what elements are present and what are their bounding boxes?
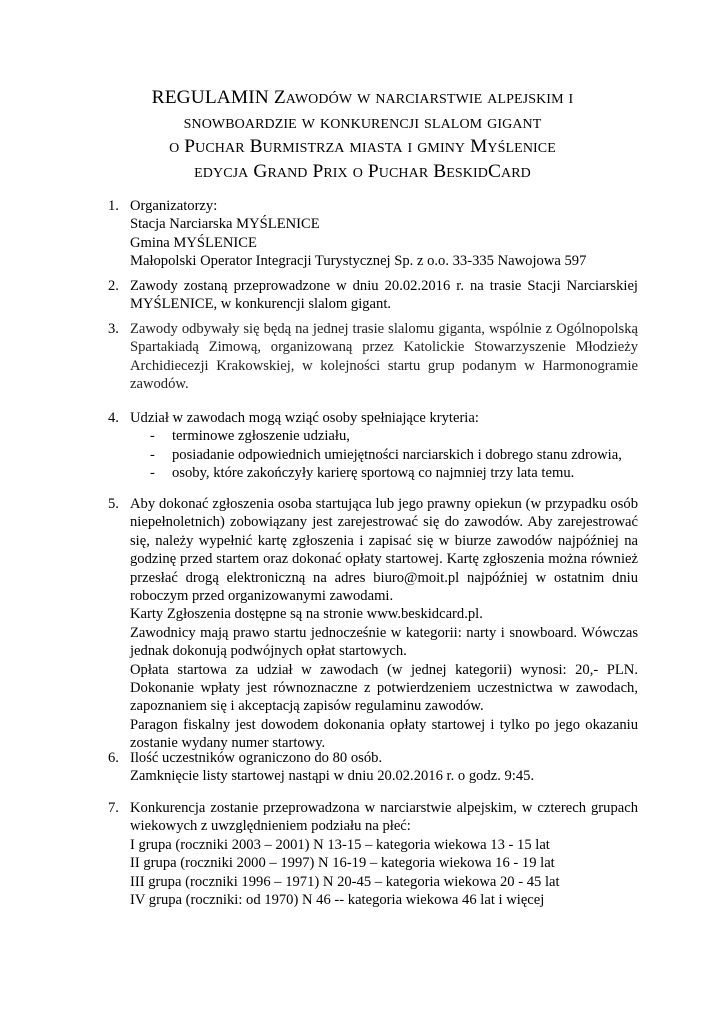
section-number: 3. [108,321,119,337]
section-4 [108,409,638,483]
section-intro: Konkurencja zostanie przeprowadzona w narciarstwie alpejskim, w czterech grupach wiekowych z uwzględnieniem podziału na płeć: [130,800,638,835]
list-item-text: osoby, które zakończyły karierę sportową co najmniej trzy lata temu. [172,465,575,482]
section-number: 2. [108,278,119,294]
section-5 [108,495,638,753]
section-number: 6. [108,750,119,766]
section-number: 7. [108,800,119,816]
list-item-text: posiadanie odpowiednich umiejętności narciarskich i dobrego stanu zdrowia, [172,446,622,463]
age-group: III grupa (roczniki 1996 – 1971) N 20-45 – kategoria wiekowa 20 - 45 lat [130,873,560,890]
registration-forms-note: Karty Zgłoszenia dostępne są na stronie www.beskidcard.pl. [130,606,483,623]
section-text: Zawody odbywały się będą na jednej trasie slalomu giganta, wspólnie z Ogólnopolską Spartakiadą Zimową, organizowaną przez Katolickie Stowarzyszenie Młodzieży Archidiecezji Krakowskiej, w kolejności startu grup podanym w Harmonogramie zawodów. [130,321,638,393]
organizer-line: Stacja Narciarska MYŚLENICE [130,216,320,233]
organizer-line: Gmina MYŚLENICE [130,234,257,251]
section-6 [108,749,638,786]
section-3 [108,320,638,394]
section-number: 1. [108,198,119,214]
title-line-4: edycja Grand Prix o Puchar BeskidCard [194,160,531,182]
section-intro: Udział w zawodach mogą wziąć osoby spełniające kryteria: [130,410,479,426]
age-group: II grupa (roczniki 2000 – 1997) N 16-19 – kategoria wiekowa 16 - 19 lat [130,855,555,872]
title-line-3: o Puchar Burmistrza miasta i gminy Myślenice [169,136,556,157]
participant-limit: Ilość uczestników ograniczono do 80 osób. [130,750,383,766]
dual-category-note: Zawodnicy mają prawo startu jednocześnie w kategorii: narty i snowboard. Wówczas jednak dokonują podwójnych opłat startowych. [130,624,638,660]
fee-paragraph: Opłata startowa za udział w zawodach (w jednej kategorii) wynosi: 20,- PLN. Dokonanie wpłaty jest równoznaczne z potwierdzeniem uczestnictwa w zawodach, zapoznaniem się i akceptacją zapisów regulaminu zawodów. [130,661,638,715]
title-line-2: snowboardzie w konkurencji slalom gigant [183,111,542,133]
document-title [60,86,665,184]
section-1 [108,197,638,271]
organizer-line: Małopolski Operator Integracji Turystycznej Sp. z o.o. 33-335 Nawojowa 597 [130,253,587,270]
section-number: 5. [108,496,119,512]
list-item [130,464,638,482]
dash-bullet: - [150,428,155,445]
section-number: 4. [108,410,119,426]
section-text: Zawody zostaną przeprowadzone w dniu 20.02.2016 r. na trasie Stacji Narciarskiej MYŚLENICE, w konkurencji slalom gigant. [130,278,638,313]
section-7 [108,799,638,909]
receipt-paragraph: Paragon fiskalny jest dowodem dokonania opłaty startowej i tylko po jego okazaniu zostanie wydany numer startowy. [130,716,638,752]
age-group: I grupa (roczniki 2003 – 2001) N 13-15 – kategoria wiekowa 13 - 15 lat [130,836,550,853]
registration-paragraph: Aby dokonać zgłoszenia osoba startująca lub jego prawny opiekun (w przypadku osób niepełnoletnich) zobowiązany jest zarejestrować się do zawodów. Aby zarejestrować się, należy wypełnić kartę zgłoszenia i zapisać się w biurze zawodów najpóźniej na godzinę przed startem oraz dokonać opłaty startowej. Kartę zgłoszenia można również przesłać drogą elektroniczną na adres biuro@moit.pl najpóźniej w ostatnim dniu roboczym przed organizowanymi zawodami. [130,496,638,605]
section-heading: Organizatorzy: [130,198,218,214]
dash-bullet: - [150,465,155,482]
title-line-1: REGULAMIN Zawodów w narciarstwie alpejskim i [151,87,574,108]
start-list-closing: Zamknięcie listy startowej nastąpi w dniu 20.02.2016 r. o godz. 9:45. [130,768,535,785]
list-item [130,427,638,445]
section-2 [108,277,638,314]
list-item-text: terminowe zgłoszenie udziału, [172,428,350,445]
list-item [130,446,638,464]
dash-bullet: - [150,446,155,463]
age-group: IV grupa (roczniki: od 1970) N 46 -- kategoria wiekowa 46 lat i więcej [130,892,545,909]
